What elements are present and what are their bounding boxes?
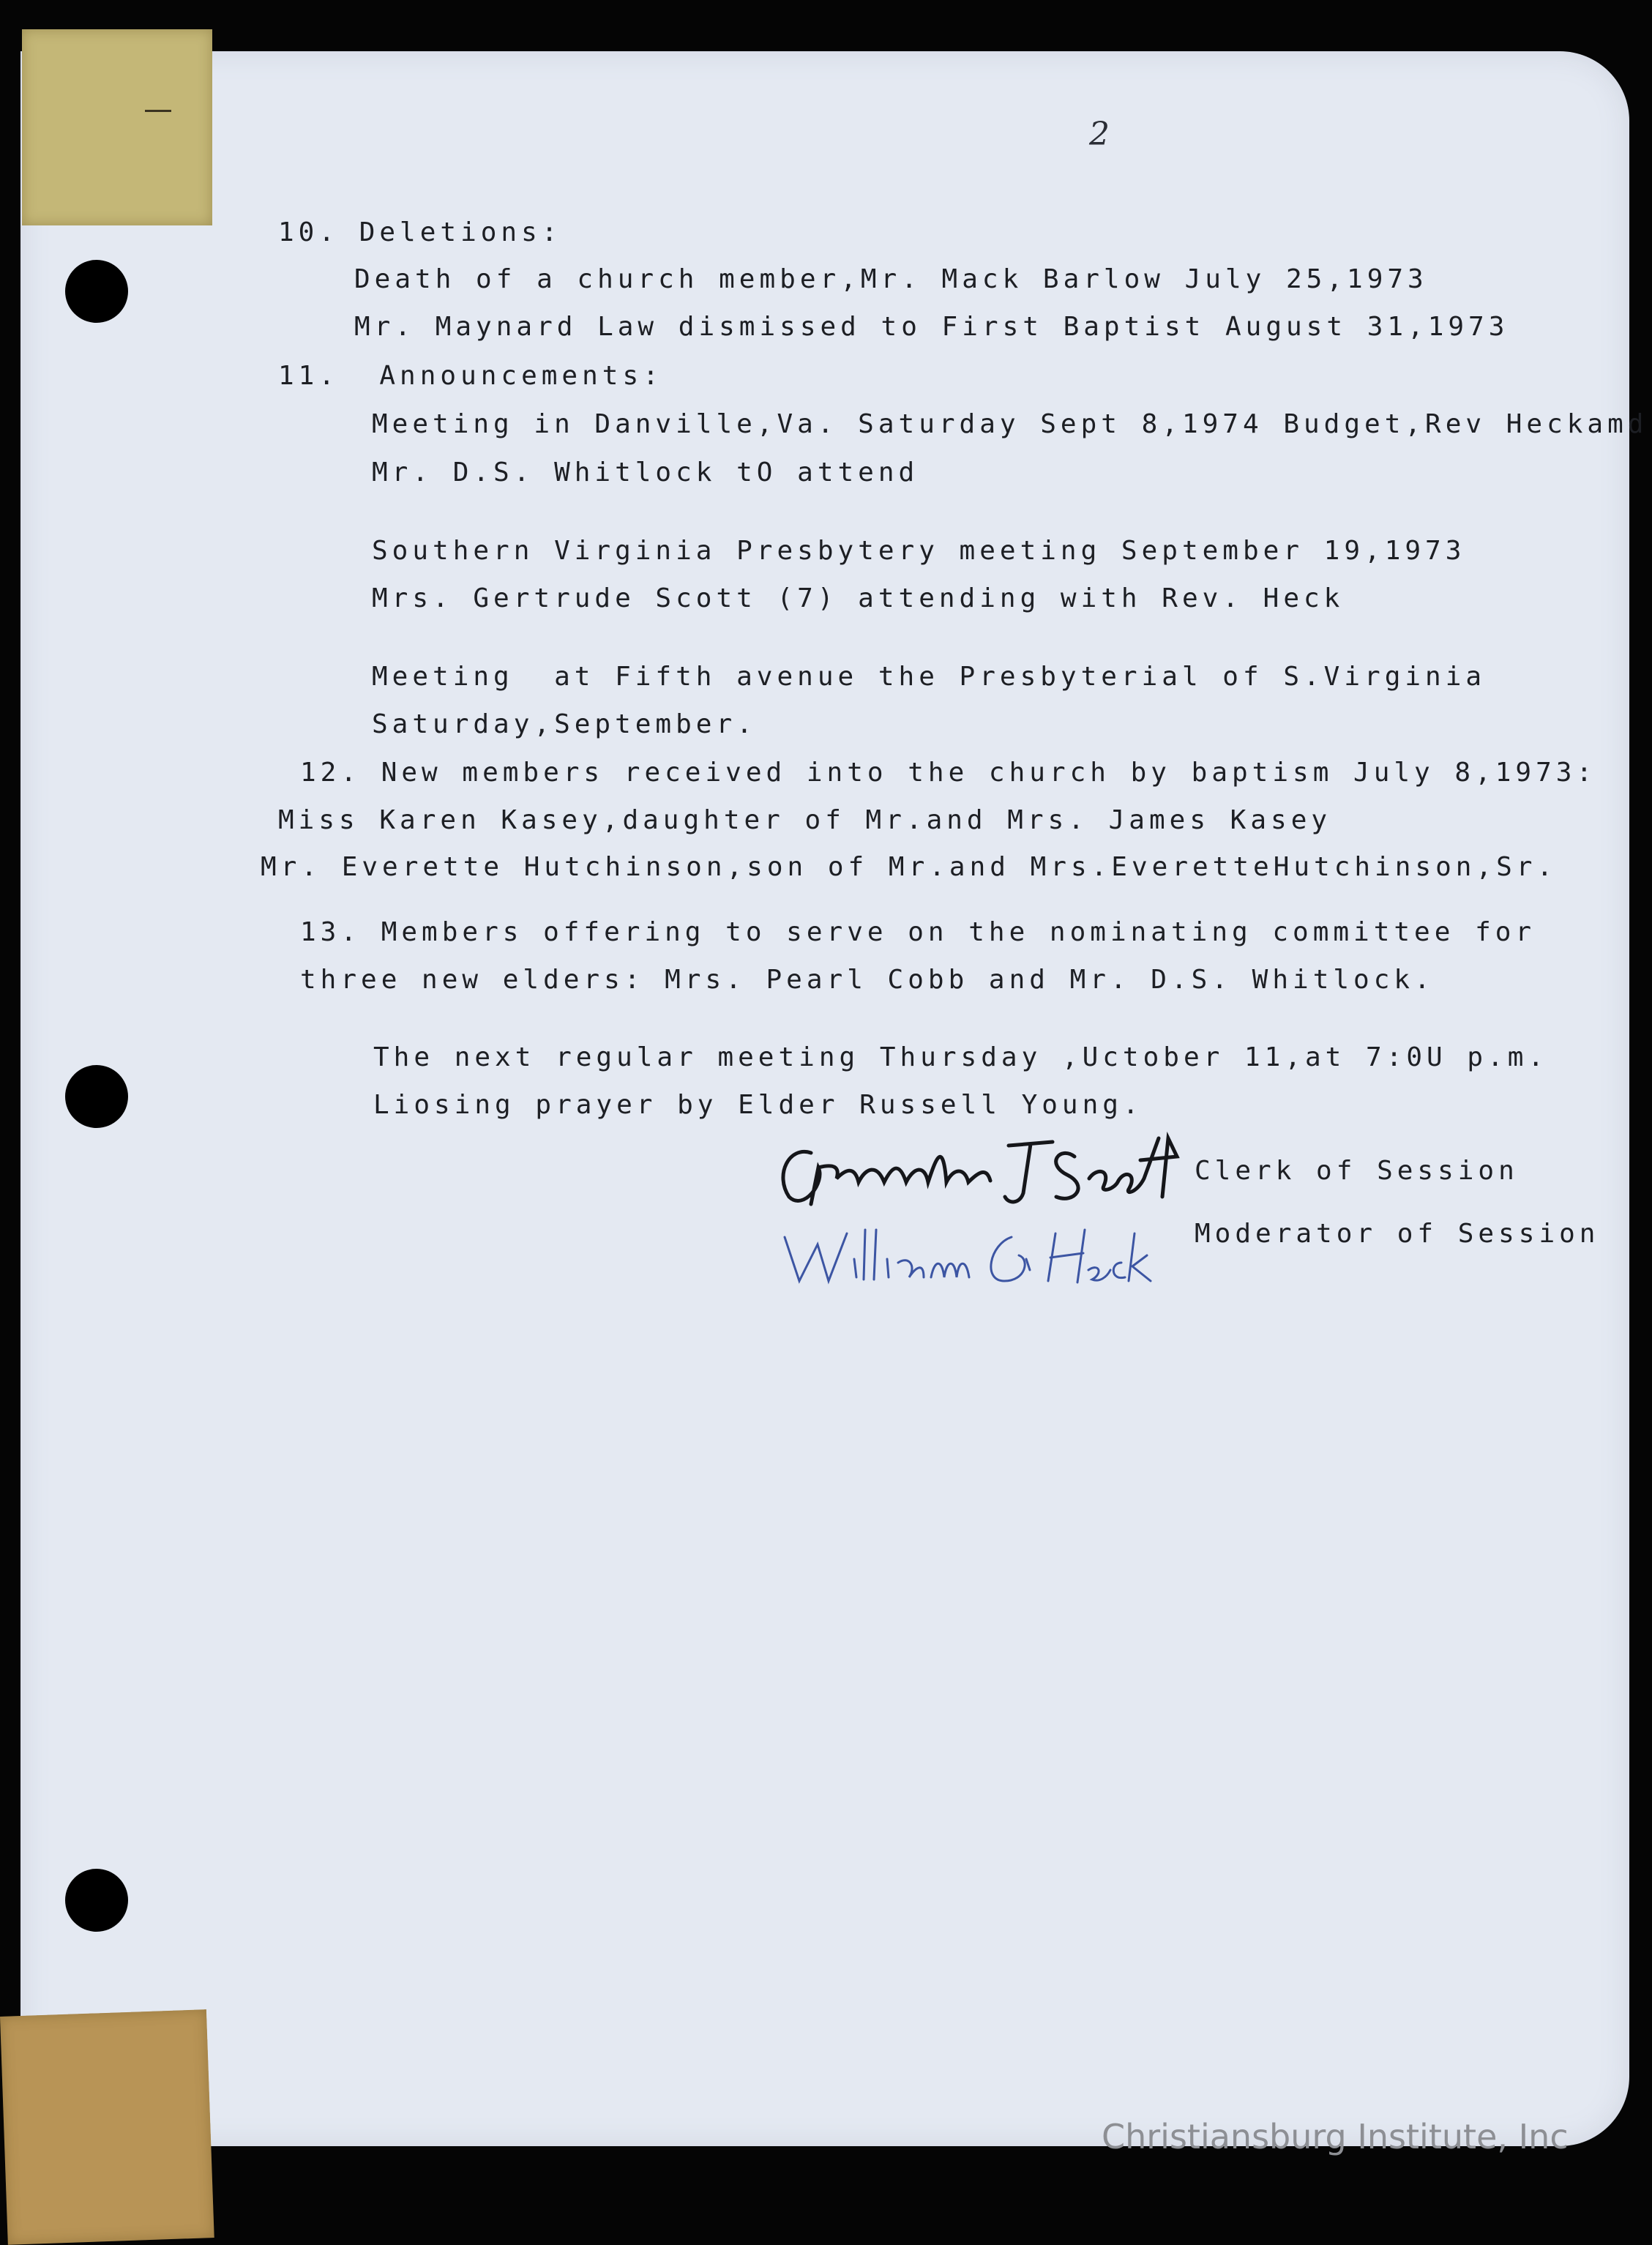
announcement-line-5: Meeting at Fifth avenue the Presbyterial of S.Virginia <box>372 662 1487 692</box>
archive-watermark: Christiansburg Institute, Inc <box>1102 2117 1569 2156</box>
announcement-line-4: Mrs. Gertrude Scott (7) attending with Rev. Heck <box>372 583 1345 613</box>
item-11-heading: 11. Announcements: <box>278 361 663 391</box>
announcement-line-2: Mr. D.S. Whitlock tO attend <box>372 457 919 488</box>
next-meeting-line: The next regular meeting Thursday ,Uctober 11,at 7:0U p.m. <box>373 1042 1549 1072</box>
clerk-signature <box>767 1124 1206 1219</box>
punch-hole-bottom <box>65 1869 128 1932</box>
moderator-title: Moderator of Session <box>1195 1219 1600 1249</box>
item-13-line-1: 13. Members offering to serve on the nominating committee for <box>300 917 1536 947</box>
page-number: 2 <box>1089 116 1110 153</box>
tab-mark <box>145 110 171 112</box>
item-10-heading: 10. Deletions: <box>278 217 562 247</box>
deletion-line-1: Death of a church member,Mr. Mack Barlow July 25,1973 <box>354 264 1428 294</box>
item-12-heading: 12. New members received into the church by baptism July 8,1973: <box>300 758 1597 788</box>
punch-hole-middle <box>65 1065 128 1128</box>
deletion-line-2: Mr. Maynard Law dismissed to First Baptist August 31,1973 <box>354 312 1509 342</box>
punch-hole-top <box>65 260 128 323</box>
top-corner-tab <box>22 29 212 225</box>
moderator-signature <box>777 1215 1158 1296</box>
announcement-line-3: Southern Virginia Presbytery meeting September 19,1973 <box>372 536 1466 566</box>
item-13-line-2: three new elders: Mrs. Pearl Cobb and Mr. D.S. Whitlock. <box>300 965 1435 995</box>
new-member-line-1: Miss Karen Kasey,daughter of Mr.and Mrs. James Kasey <box>278 805 1332 835</box>
announcement-line-1: Meeting in Danville,Va. Saturday Sept 8,1974 Budget,Rev Heckamd <box>372 409 1648 439</box>
closing-prayer-line: Liosing prayer by Elder Russell Young. <box>373 1090 1143 1120</box>
new-member-line-2: Mr. Everette Hutchinson,son of Mr.and Mrs.EveretteHutchinson,Sr. <box>261 852 1558 882</box>
bottom-corner-tab <box>0 2009 214 2245</box>
announcement-line-6: Saturday,September. <box>372 709 757 739</box>
clerk-title: Clerk of Session <box>1195 1156 1519 1186</box>
